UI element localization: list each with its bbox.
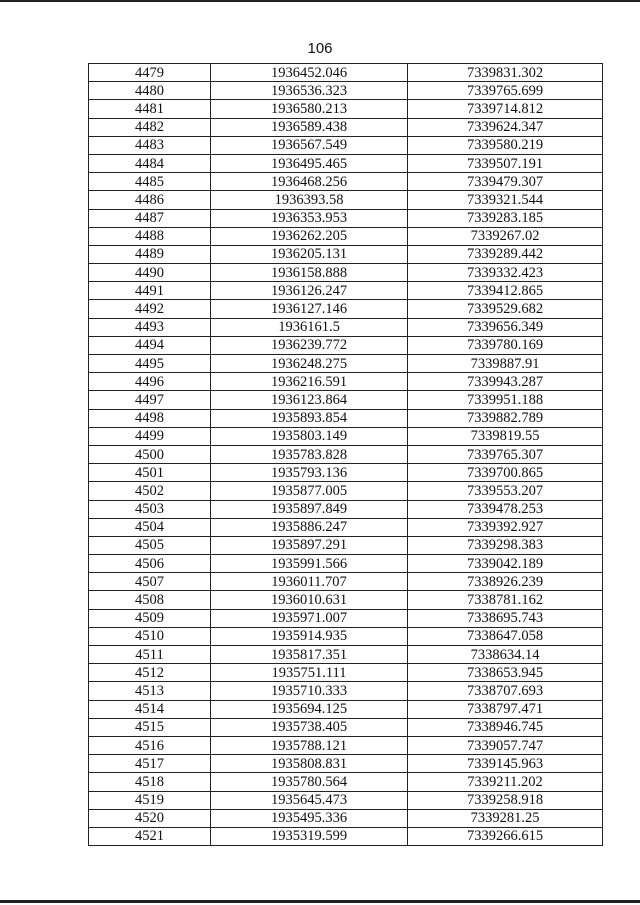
y-coordinate-cell: 7339283.185 bbox=[408, 209, 603, 227]
y-coordinate-cell: 7339700.865 bbox=[408, 464, 603, 482]
x-coordinate-cell: 1935877.005 bbox=[211, 482, 408, 500]
table-row bbox=[89, 700, 603, 718]
table-row bbox=[89, 118, 603, 136]
y-coordinate-cell: 7339267.02 bbox=[408, 227, 603, 245]
x-coordinate-cell: 1936126.247 bbox=[211, 282, 408, 300]
x-coordinate-cell: 1935495.336 bbox=[211, 809, 408, 827]
table-row bbox=[89, 245, 603, 263]
table-row bbox=[89, 736, 603, 754]
y-coordinate-cell: 7339887.91 bbox=[408, 355, 603, 373]
x-coordinate-cell: 1936580.213 bbox=[211, 100, 408, 118]
y-coordinate-cell: 7339765.307 bbox=[408, 445, 603, 463]
y-coordinate-cell: 7339479.307 bbox=[408, 173, 603, 191]
x-coordinate-cell: 1935817.351 bbox=[211, 646, 408, 664]
point-number-cell: 4492 bbox=[89, 300, 211, 318]
table-row bbox=[89, 755, 603, 773]
y-coordinate-cell: 7338946.745 bbox=[408, 718, 603, 736]
table-row bbox=[89, 300, 603, 318]
point-number-cell: 4516 bbox=[89, 736, 211, 754]
x-coordinate-cell: 1936158.888 bbox=[211, 264, 408, 282]
y-coordinate-cell: 7339298.383 bbox=[408, 536, 603, 554]
point-number-cell: 4508 bbox=[89, 591, 211, 609]
x-coordinate-cell: 1935991.566 bbox=[211, 555, 408, 573]
x-coordinate-cell: 1936495.465 bbox=[211, 154, 408, 172]
table-row bbox=[89, 445, 603, 463]
x-coordinate-cell: 1936205.131 bbox=[211, 245, 408, 263]
table-row bbox=[89, 173, 603, 191]
table-row bbox=[89, 227, 603, 245]
x-coordinate-cell: 1935694.125 bbox=[211, 700, 408, 718]
table-row bbox=[89, 627, 603, 645]
table-row bbox=[89, 100, 603, 118]
page-number: 106 bbox=[307, 40, 333, 57]
x-coordinate-cell: 1936127.146 bbox=[211, 300, 408, 318]
point-number-cell: 4480 bbox=[89, 82, 211, 100]
point-number-cell: 4510 bbox=[89, 627, 211, 645]
point-number-cell: 4518 bbox=[89, 773, 211, 791]
y-coordinate-cell: 7339281.25 bbox=[408, 809, 603, 827]
x-coordinate-cell: 1935793.136 bbox=[211, 464, 408, 482]
y-coordinate-cell: 7339057.747 bbox=[408, 736, 603, 754]
table-row bbox=[89, 64, 603, 82]
coordinates-table bbox=[88, 63, 603, 846]
point-number-cell: 4502 bbox=[89, 482, 211, 500]
point-number-cell: 4479 bbox=[89, 64, 211, 82]
table-row bbox=[89, 464, 603, 482]
y-coordinate-cell: 7339507.191 bbox=[408, 154, 603, 172]
x-coordinate-cell: 1935751.111 bbox=[211, 664, 408, 682]
x-coordinate-cell: 1935897.849 bbox=[211, 500, 408, 518]
x-coordinate-cell: 1936262.205 bbox=[211, 227, 408, 245]
point-number-cell: 4521 bbox=[89, 827, 211, 845]
point-number-cell: 4513 bbox=[89, 682, 211, 700]
table-row bbox=[89, 664, 603, 682]
table-row bbox=[89, 518, 603, 536]
y-coordinate-cell: 7338781.162 bbox=[408, 591, 603, 609]
x-coordinate-cell: 1936452.046 bbox=[211, 64, 408, 82]
point-number-cell: 4482 bbox=[89, 118, 211, 136]
point-number-cell: 4507 bbox=[89, 573, 211, 591]
y-coordinate-cell: 7339266.615 bbox=[408, 827, 603, 845]
point-number-cell: 4488 bbox=[89, 227, 211, 245]
table-row bbox=[89, 536, 603, 554]
point-number-cell: 4499 bbox=[89, 427, 211, 445]
y-coordinate-cell: 7339714.812 bbox=[408, 100, 603, 118]
y-coordinate-cell: 7339553.207 bbox=[408, 482, 603, 500]
point-number-cell: 4491 bbox=[89, 282, 211, 300]
x-coordinate-cell: 1936010.631 bbox=[211, 591, 408, 609]
x-coordinate-cell: 1936468.256 bbox=[211, 173, 408, 191]
table-row bbox=[89, 573, 603, 591]
y-coordinate-cell: 7339042.189 bbox=[408, 555, 603, 573]
y-coordinate-cell: 7338634.14 bbox=[408, 646, 603, 664]
x-coordinate-cell: 1936248.275 bbox=[211, 355, 408, 373]
y-coordinate-cell: 7338797.471 bbox=[408, 700, 603, 718]
table-row bbox=[89, 555, 603, 573]
x-coordinate-cell: 1935914.935 bbox=[211, 627, 408, 645]
y-coordinate-cell: 7339780.169 bbox=[408, 336, 603, 354]
x-coordinate-cell: 1936567.549 bbox=[211, 136, 408, 154]
table-row bbox=[89, 718, 603, 736]
table-row bbox=[89, 355, 603, 373]
point-number-cell: 4519 bbox=[89, 791, 211, 809]
y-coordinate-cell: 7339321.544 bbox=[408, 191, 603, 209]
y-coordinate-cell: 7339145.963 bbox=[408, 755, 603, 773]
point-number-cell: 4490 bbox=[89, 264, 211, 282]
x-coordinate-cell: 1936536.323 bbox=[211, 82, 408, 100]
point-number-cell: 4481 bbox=[89, 100, 211, 118]
y-coordinate-cell: 7339831.302 bbox=[408, 64, 603, 82]
point-number-cell: 4509 bbox=[89, 609, 211, 627]
y-coordinate-cell: 7339478.253 bbox=[408, 500, 603, 518]
x-coordinate-cell: 1936239.772 bbox=[211, 336, 408, 354]
table-row bbox=[89, 191, 603, 209]
table-row bbox=[89, 318, 603, 336]
y-coordinate-cell: 7338926.239 bbox=[408, 573, 603, 591]
point-number-cell: 4487 bbox=[89, 209, 211, 227]
y-coordinate-cell: 7339580.219 bbox=[408, 136, 603, 154]
table-row bbox=[89, 773, 603, 791]
x-coordinate-cell: 1935971.007 bbox=[211, 609, 408, 627]
table-row bbox=[89, 373, 603, 391]
table-row bbox=[89, 482, 603, 500]
x-coordinate-cell: 1935780.564 bbox=[211, 773, 408, 791]
table-row bbox=[89, 82, 603, 100]
x-coordinate-cell: 1936393.58 bbox=[211, 191, 408, 209]
point-number-cell: 4517 bbox=[89, 755, 211, 773]
y-coordinate-cell: 7339258.918 bbox=[408, 791, 603, 809]
x-coordinate-cell: 1936123.864 bbox=[211, 391, 408, 409]
x-coordinate-cell: 1935897.291 bbox=[211, 536, 408, 554]
y-coordinate-cell: 7339392.927 bbox=[408, 518, 603, 536]
page-top-border bbox=[0, 0, 640, 2]
x-coordinate-cell: 1936353.953 bbox=[211, 209, 408, 227]
x-coordinate-cell: 1935886.247 bbox=[211, 518, 408, 536]
point-number-cell: 4483 bbox=[89, 136, 211, 154]
y-coordinate-cell: 7339943.287 bbox=[408, 373, 603, 391]
y-coordinate-cell: 7338647.058 bbox=[408, 627, 603, 645]
point-number-cell: 4486 bbox=[89, 191, 211, 209]
table-row bbox=[89, 682, 603, 700]
x-coordinate-cell: 1935808.831 bbox=[211, 755, 408, 773]
table-row bbox=[89, 154, 603, 172]
y-coordinate-cell: 7339819.55 bbox=[408, 427, 603, 445]
x-coordinate-cell: 1935803.149 bbox=[211, 427, 408, 445]
coordinates-table-body bbox=[89, 64, 603, 846]
point-number-cell: 4494 bbox=[89, 336, 211, 354]
y-coordinate-cell: 7339951.188 bbox=[408, 391, 603, 409]
x-coordinate-cell: 1936161.5 bbox=[211, 318, 408, 336]
y-coordinate-cell: 7338707.693 bbox=[408, 682, 603, 700]
x-coordinate-cell: 1935893.854 bbox=[211, 409, 408, 427]
table-row bbox=[89, 336, 603, 354]
table-row bbox=[89, 591, 603, 609]
point-number-cell: 4484 bbox=[89, 154, 211, 172]
point-number-cell: 4511 bbox=[89, 646, 211, 664]
point-number-cell: 4489 bbox=[89, 245, 211, 263]
point-number-cell: 4503 bbox=[89, 500, 211, 518]
point-number-cell: 4515 bbox=[89, 718, 211, 736]
table-row bbox=[89, 264, 603, 282]
table-row bbox=[89, 791, 603, 809]
point-number-cell: 4496 bbox=[89, 373, 211, 391]
point-number-cell: 4506 bbox=[89, 555, 211, 573]
y-coordinate-cell: 7339624.347 bbox=[408, 118, 603, 136]
x-coordinate-cell: 1935738.405 bbox=[211, 718, 408, 736]
x-coordinate-cell: 1935319.599 bbox=[211, 827, 408, 845]
point-number-cell: 4512 bbox=[89, 664, 211, 682]
point-number-cell: 4505 bbox=[89, 536, 211, 554]
table-row bbox=[89, 391, 603, 409]
point-number-cell: 4495 bbox=[89, 355, 211, 373]
point-number-cell: 4504 bbox=[89, 518, 211, 536]
x-coordinate-cell: 1935788.121 bbox=[211, 736, 408, 754]
table-row bbox=[89, 500, 603, 518]
x-coordinate-cell: 1936589.438 bbox=[211, 118, 408, 136]
y-coordinate-cell: 7338653.945 bbox=[408, 664, 603, 682]
table-row bbox=[89, 209, 603, 227]
point-number-cell: 4501 bbox=[89, 464, 211, 482]
table-row bbox=[89, 409, 603, 427]
table-row bbox=[89, 136, 603, 154]
y-coordinate-cell: 7339765.699 bbox=[408, 82, 603, 100]
table-row bbox=[89, 427, 603, 445]
x-coordinate-cell: 1935783.828 bbox=[211, 445, 408, 463]
page-bottom-border bbox=[0, 900, 640, 903]
point-number-cell: 4493 bbox=[89, 318, 211, 336]
table-row bbox=[89, 282, 603, 300]
point-number-cell: 4497 bbox=[89, 391, 211, 409]
table-row bbox=[89, 827, 603, 845]
y-coordinate-cell: 7339882.789 bbox=[408, 409, 603, 427]
point-number-cell: 4498 bbox=[89, 409, 211, 427]
x-coordinate-cell: 1935645.473 bbox=[211, 791, 408, 809]
x-coordinate-cell: 1936216.591 bbox=[211, 373, 408, 391]
table-row bbox=[89, 609, 603, 627]
table-row bbox=[89, 809, 603, 827]
y-coordinate-cell: 7339656.349 bbox=[408, 318, 603, 336]
y-coordinate-cell: 7338695.743 bbox=[408, 609, 603, 627]
x-coordinate-cell: 1935710.333 bbox=[211, 682, 408, 700]
point-number-cell: 4514 bbox=[89, 700, 211, 718]
point-number-cell: 4500 bbox=[89, 445, 211, 463]
y-coordinate-cell: 7339332.423 bbox=[408, 264, 603, 282]
point-number-cell: 4520 bbox=[89, 809, 211, 827]
x-coordinate-cell: 1936011.707 bbox=[211, 573, 408, 591]
y-coordinate-cell: 7339529.682 bbox=[408, 300, 603, 318]
y-coordinate-cell: 7339211.202 bbox=[408, 773, 603, 791]
table-row bbox=[89, 646, 603, 664]
point-number-cell: 4485 bbox=[89, 173, 211, 191]
y-coordinate-cell: 7339412.865 bbox=[408, 282, 603, 300]
y-coordinate-cell: 7339289.442 bbox=[408, 245, 603, 263]
